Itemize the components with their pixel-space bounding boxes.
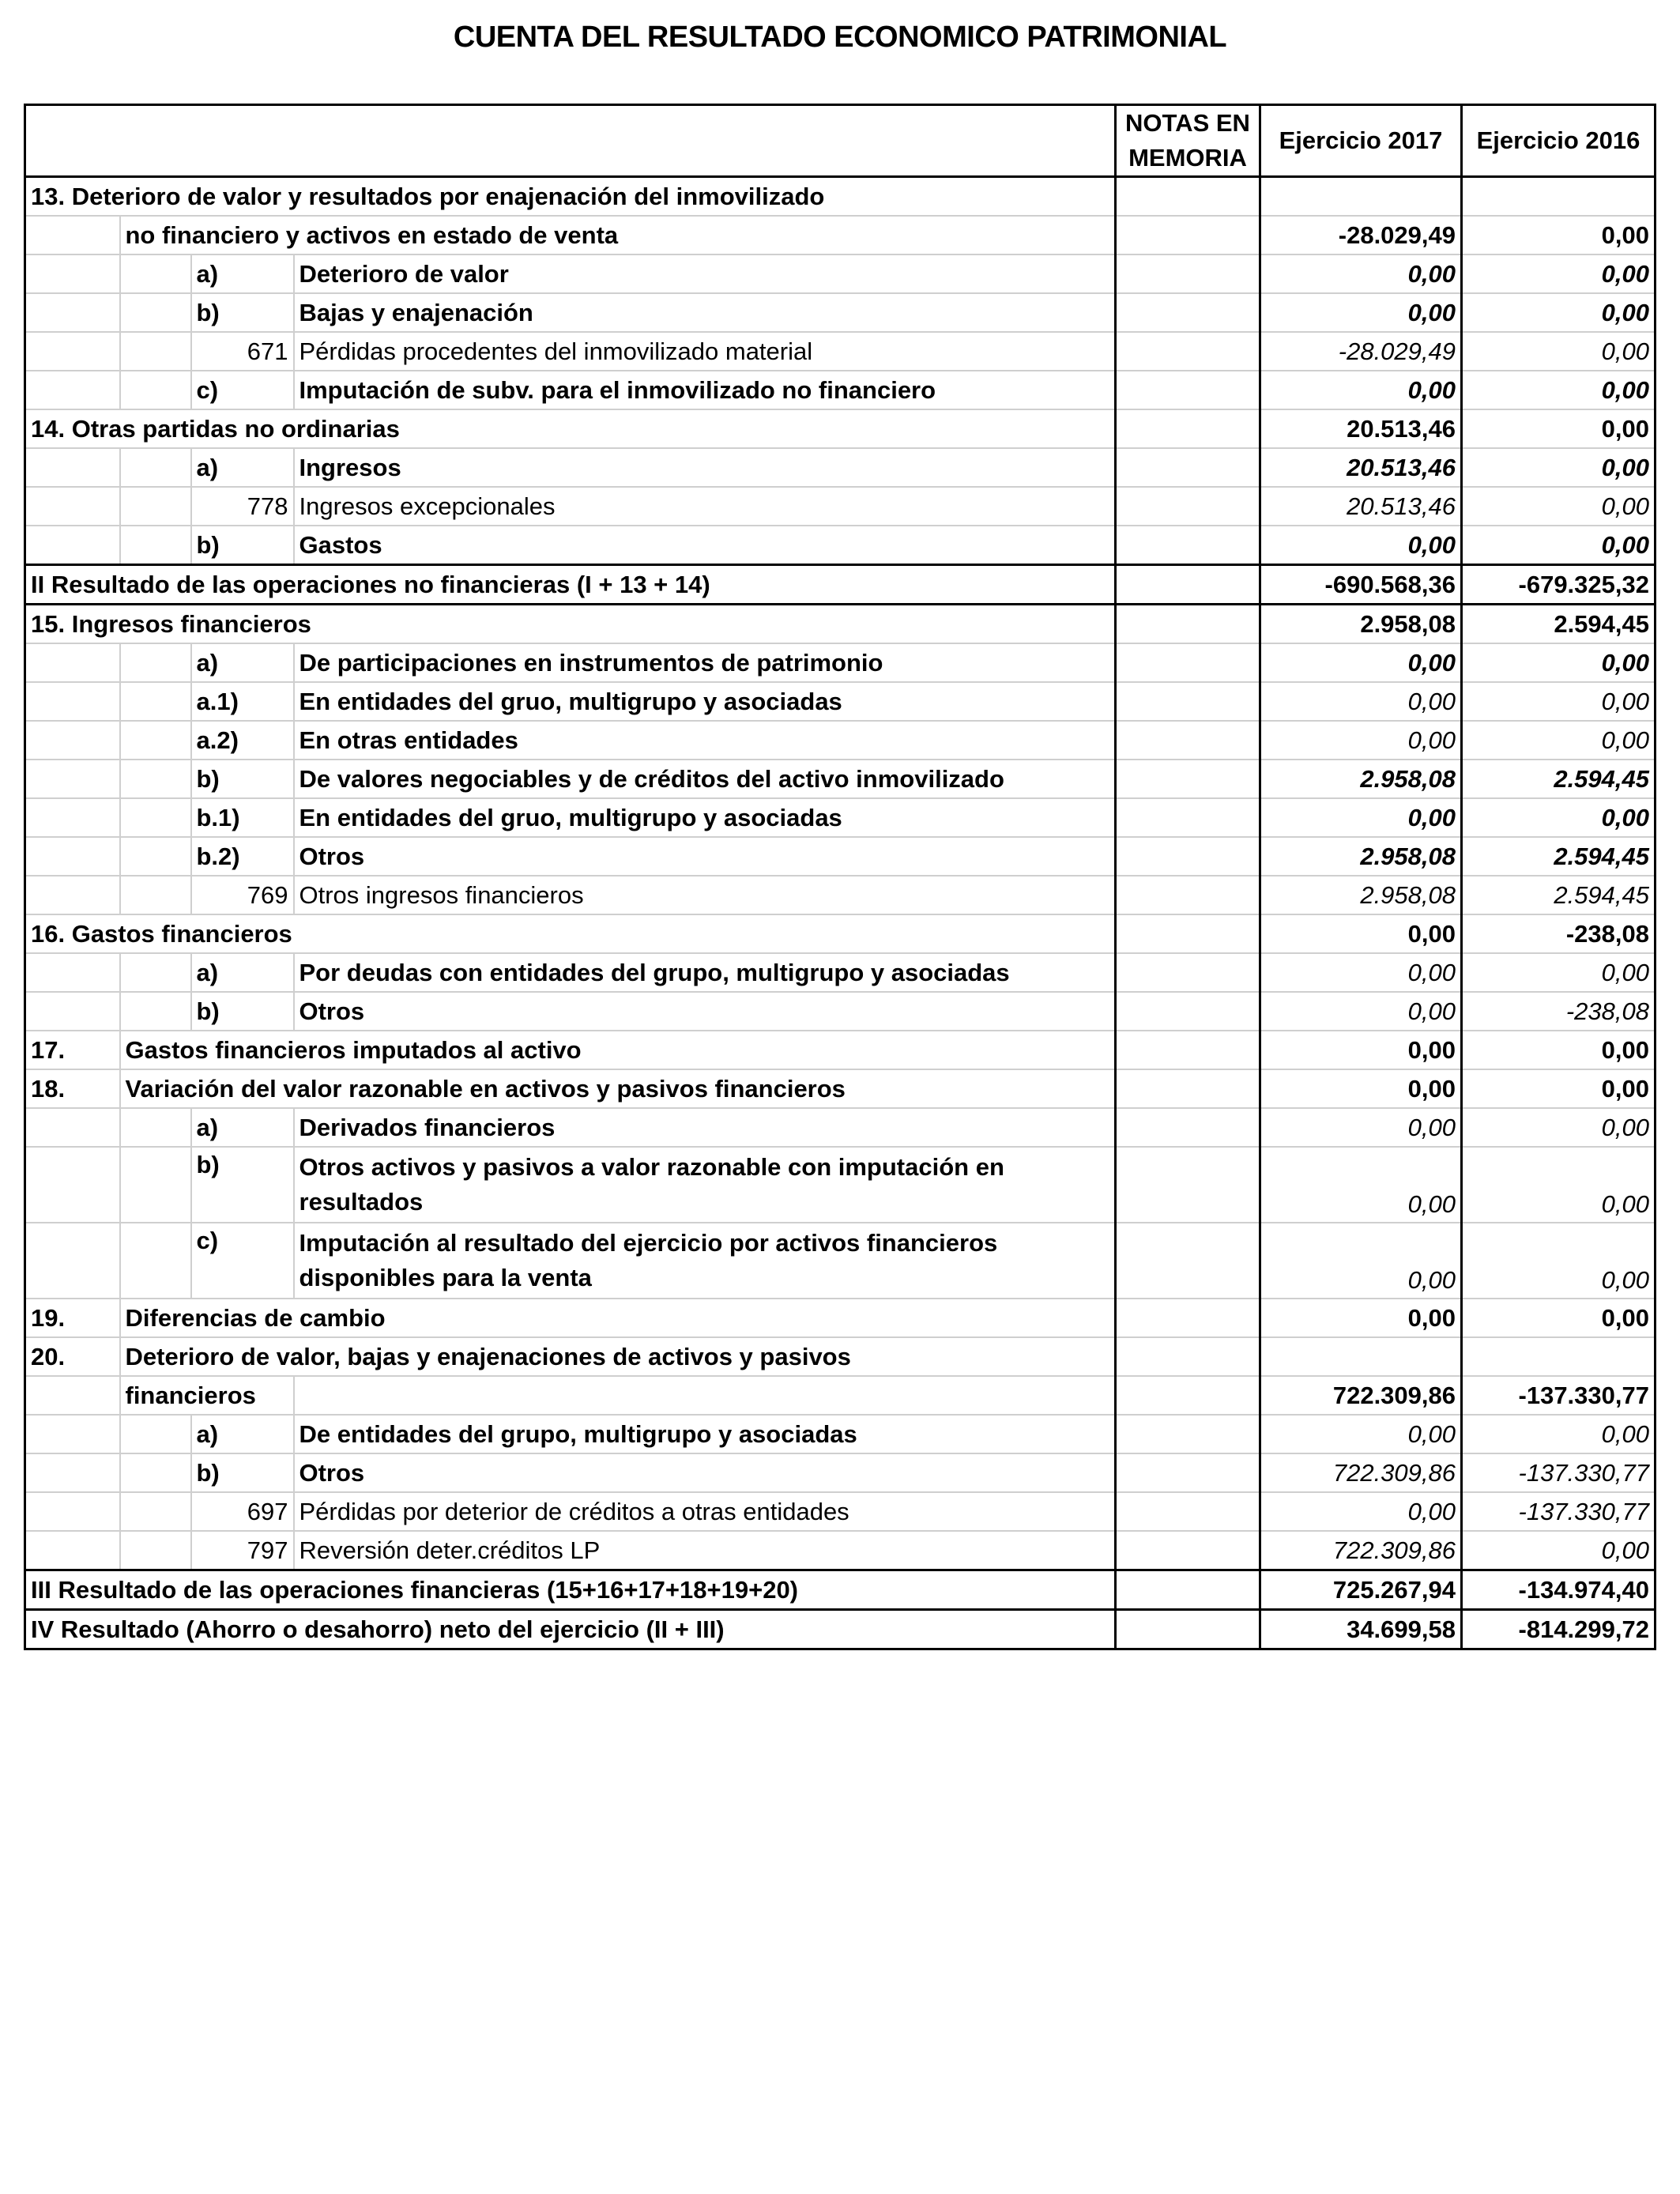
value-2017: 20.513,46 <box>1260 487 1462 526</box>
row-label: financieros <box>120 1376 294 1415</box>
row-code: b.2) <box>191 837 294 876</box>
row-number: 17. <box>25 1031 120 1069</box>
table-row <box>25 1453 1656 1492</box>
value-2016: 0,00 <box>1462 953 1656 992</box>
value-2016: -137.330,77 <box>1462 1376 1656 1415</box>
row-label: Pérdidas procedentes del inmovilizado material <box>294 332 1116 371</box>
header-2016: Ejercicio 2016 <box>1462 105 1656 177</box>
value-2016: 0,00 <box>1462 1415 1656 1453</box>
header-blank <box>25 105 1116 177</box>
value-2017: 722.309,86 <box>1260 1531 1462 1570</box>
table-row <box>25 1108 1656 1147</box>
row-code: b) <box>191 1147 294 1223</box>
value-2017: 34.699,58 <box>1260 1610 1462 1649</box>
value-2016: 0,00 <box>1462 448 1656 487</box>
row-label: IV Resultado (Ahorro o desahorro) neto del ejercicio (II + III) <box>25 1610 1116 1649</box>
row-code: b) <box>191 293 294 332</box>
value-2016: 0,00 <box>1462 798 1656 837</box>
row-label: III Resultado de las operaciones financieras (15+16+17+18+19+20) <box>25 1570 1116 1610</box>
value-2017: -690.568,36 <box>1260 565 1462 605</box>
table-row <box>25 216 1656 254</box>
table-row <box>25 1299 1656 1337</box>
table-row <box>25 837 1656 876</box>
table-row <box>25 332 1656 371</box>
table-row <box>25 254 1656 293</box>
row-code: a) <box>191 254 294 293</box>
value-2016: 2.594,45 <box>1462 837 1656 876</box>
row-code: a.2) <box>191 721 294 760</box>
table-row <box>25 1337 1656 1376</box>
value-2017: 0,00 <box>1260 798 1462 837</box>
row-label: De valores negociables y de créditos del activo inmovilizado <box>294 760 1116 798</box>
value-2017: 0,00 <box>1260 914 1462 953</box>
row-code: b) <box>191 760 294 798</box>
table-row <box>25 293 1656 332</box>
value-2016: 2.594,45 <box>1462 760 1656 798</box>
account-code: 671 <box>191 332 294 371</box>
row-label: Imputación de subv. para el inmovilizado no financiero <box>294 371 1116 409</box>
row-number: 20. <box>25 1337 120 1376</box>
value-2017: 0,00 <box>1260 643 1462 682</box>
value-2016: 0,00 <box>1462 1108 1656 1147</box>
row-label: De entidades del grupo, multigrupo y asociadas <box>294 1415 1116 1453</box>
value-2016: 0,00 <box>1462 1223 1656 1299</box>
value-2016: 0,00 <box>1462 526 1656 565</box>
value-2016: 0,00 <box>1462 332 1656 371</box>
value-2016: -137.330,77 <box>1462 1453 1656 1492</box>
value-2016: -814.299,72 <box>1462 1610 1656 1649</box>
value-2017: 0,00 <box>1260 526 1462 565</box>
value-2016: -238,08 <box>1462 992 1656 1031</box>
value-2016: 0,00 <box>1462 721 1656 760</box>
subtotal-row <box>25 565 1656 605</box>
subtotal-row <box>25 1570 1656 1610</box>
row-label: En entidades del gruo, multigrupo y asociadas <box>294 798 1116 837</box>
table-row <box>25 682 1656 721</box>
row-code: b) <box>191 526 294 565</box>
value-2017: 0,00 <box>1260 1069 1462 1108</box>
value-2017: 2.958,08 <box>1260 760 1462 798</box>
account-code: 797 <box>191 1531 294 1570</box>
row-label: Variación del valor razonable en activos y pasivos financieros <box>120 1069 1116 1108</box>
row-code: a.1) <box>191 682 294 721</box>
row-label-multiline <box>294 1147 1116 1223</box>
table-row <box>25 1376 1656 1415</box>
table-row <box>25 1147 1656 1223</box>
value-2017: 0,00 <box>1260 1147 1462 1223</box>
row-label: Otros <box>294 1453 1116 1492</box>
value-2016: 0,00 <box>1462 487 1656 526</box>
table-row <box>25 526 1656 565</box>
value-2017: 0,00 <box>1260 293 1462 332</box>
value-2016: 0,00 <box>1462 254 1656 293</box>
table-row <box>25 605 1656 644</box>
row-label: 13. Deterioro de valor y resultados por enajenación del inmovilizado <box>25 177 1116 217</box>
value-2017: 2.958,08 <box>1260 837 1462 876</box>
table-row <box>25 1031 1656 1069</box>
value-2016: -134.974,40 <box>1462 1570 1656 1610</box>
page-title: CUENTA DEL RESULTADO ECONOMICO PATRIMONIAL <box>453 21 1227 54</box>
value-2016: -137.330,77 <box>1462 1492 1656 1531</box>
row-label: Ingresos <box>294 448 1116 487</box>
value-2017: 0,00 <box>1260 1492 1462 1531</box>
table-row <box>25 409 1656 448</box>
table-row <box>25 953 1656 992</box>
row-number: 19. <box>25 1299 120 1337</box>
account-code: 778 <box>191 487 294 526</box>
table-row <box>25 992 1656 1031</box>
value-2017: 0,00 <box>1260 1223 1462 1299</box>
row-label: Pérdidas por deterior de créditos a otras entidades <box>294 1492 1116 1531</box>
row-label: Deterioro de valor <box>294 254 1116 293</box>
account-code: 697 <box>191 1492 294 1531</box>
value-2016: 2.594,45 <box>1462 876 1656 914</box>
row-label: II Resultado de las operaciones no financieras (I + 13 + 14) <box>25 565 1116 605</box>
value-2016: 0,00 <box>1462 643 1656 682</box>
total-row <box>25 1610 1656 1649</box>
value-2017: 0,00 <box>1260 953 1462 992</box>
row-label: Otros <box>294 992 1116 1031</box>
table-row <box>25 487 1656 526</box>
row-code: a) <box>191 643 294 682</box>
value-2017: 0,00 <box>1260 254 1462 293</box>
row-code: b) <box>191 992 294 1031</box>
value-2017: 0,00 <box>1260 1415 1462 1453</box>
value-2017: 0,00 <box>1260 1108 1462 1147</box>
value-2017: 2.958,08 <box>1260 605 1462 644</box>
row-label: Ingresos excepcionales <box>294 487 1116 526</box>
header-notas: NOTAS EN MEMORIA <box>1116 105 1260 177</box>
table-row <box>25 721 1656 760</box>
table-row <box>25 177 1656 217</box>
value-2017: 2.958,08 <box>1260 876 1462 914</box>
row-label: Otros activos y pasivos a valor razonable con imputación en <box>299 1153 1004 1181</box>
value-2017: -28.029,49 <box>1260 332 1462 371</box>
value-2017: -28.029,49 <box>1260 216 1462 254</box>
row-label: Por deudas con entidades del grupo, multigrupo y asociadas <box>294 953 1116 992</box>
row-label: 15. Ingresos financieros <box>25 605 1116 644</box>
value-2016: 0,00 <box>1462 682 1656 721</box>
value-2016: 0,00 <box>1462 409 1656 448</box>
table-row <box>25 1415 1656 1453</box>
value-2016: 0,00 <box>1462 371 1656 409</box>
table-row <box>25 876 1656 914</box>
value-2016: 0,00 <box>1462 1531 1656 1570</box>
row-label: Otros <box>294 837 1116 876</box>
row-code: a) <box>191 1415 294 1453</box>
value-2017: 725.267,94 <box>1260 1570 1462 1610</box>
row-label: Deterioro de valor, bajas y enajenaciones de activos y pasivos <box>120 1337 1116 1376</box>
row-label: Reversión deter.créditos LP <box>294 1531 1116 1570</box>
value-2017: 20.513,46 <box>1260 448 1462 487</box>
value-2017: 0,00 <box>1260 992 1462 1031</box>
table-row <box>25 1069 1656 1108</box>
row-label: Derivados financieros <box>294 1108 1116 1147</box>
row-code: a) <box>191 953 294 992</box>
row-label: En entidades del gruo, multigrupo y asociadas <box>294 682 1116 721</box>
value-2016: -238,08 <box>1462 914 1656 953</box>
value-2017: 722.309,86 <box>1260 1453 1462 1492</box>
row-label: Bajas y enajenación <box>294 293 1116 332</box>
value-2016: 0,00 <box>1462 216 1656 254</box>
value-2017: 0,00 <box>1260 1031 1462 1069</box>
header-2017: Ejercicio 2017 <box>1260 105 1462 177</box>
value-2017: 0,00 <box>1260 721 1462 760</box>
header-row <box>25 105 1656 177</box>
value-2017: 0,00 <box>1260 1299 1462 1337</box>
row-label: no financiero y activos en estado de venta <box>120 216 1116 254</box>
value-2016: -679.325,32 <box>1462 565 1656 605</box>
value-2017: 20.513,46 <box>1260 409 1462 448</box>
value-2017: 0,00 <box>1260 371 1462 409</box>
result-table <box>24 104 1656 1650</box>
row-number: 18. <box>25 1069 120 1108</box>
value-2016: 0,00 <box>1462 1031 1656 1069</box>
row-label: 14. Otras partidas no ordinarias <box>25 409 1116 448</box>
row-label: De participaciones en instrumentos de patrimonio <box>294 643 1116 682</box>
row-label: Imputación al resultado del ejercicio por activos financieros <box>299 1229 998 1257</box>
value-2016: 0,00 <box>1462 1299 1656 1337</box>
table-row <box>25 1223 1656 1299</box>
table-row <box>25 798 1656 837</box>
value-2017: 0,00 <box>1260 682 1462 721</box>
value-2016: 2.594,45 <box>1462 605 1656 644</box>
row-code: c) <box>191 371 294 409</box>
row-code: a) <box>191 1108 294 1147</box>
row-label: Gastos <box>294 526 1116 565</box>
table-row <box>25 1492 1656 1531</box>
table-row <box>25 448 1656 487</box>
row-code: a) <box>191 448 294 487</box>
row-code: b) <box>191 1453 294 1492</box>
row-label: En otras entidades <box>294 721 1116 760</box>
table-row <box>25 1531 1656 1570</box>
table-row <box>25 643 1656 682</box>
row-label: resultados <box>299 1188 424 1216</box>
table-row <box>25 914 1656 953</box>
table-row <box>25 371 1656 409</box>
value-2016: 0,00 <box>1462 293 1656 332</box>
row-label: Diferencias de cambio <box>120 1299 1116 1337</box>
value-2016: 0,00 <box>1462 1069 1656 1108</box>
value-2016: 0,00 <box>1462 1147 1656 1223</box>
row-label: disponibles para la venta <box>299 1264 592 1291</box>
row-label: Otros ingresos financieros <box>294 876 1116 914</box>
row-label: 16. Gastos financieros <box>25 914 1116 953</box>
row-label: Gastos financieros imputados al activo <box>120 1031 1116 1069</box>
row-label-multiline <box>294 1223 1116 1299</box>
row-code: b.1) <box>191 798 294 837</box>
table-row <box>25 760 1656 798</box>
account-code: 769 <box>191 876 294 914</box>
row-code: c) <box>191 1223 294 1299</box>
value-2017: 722.309,86 <box>1260 1376 1462 1415</box>
